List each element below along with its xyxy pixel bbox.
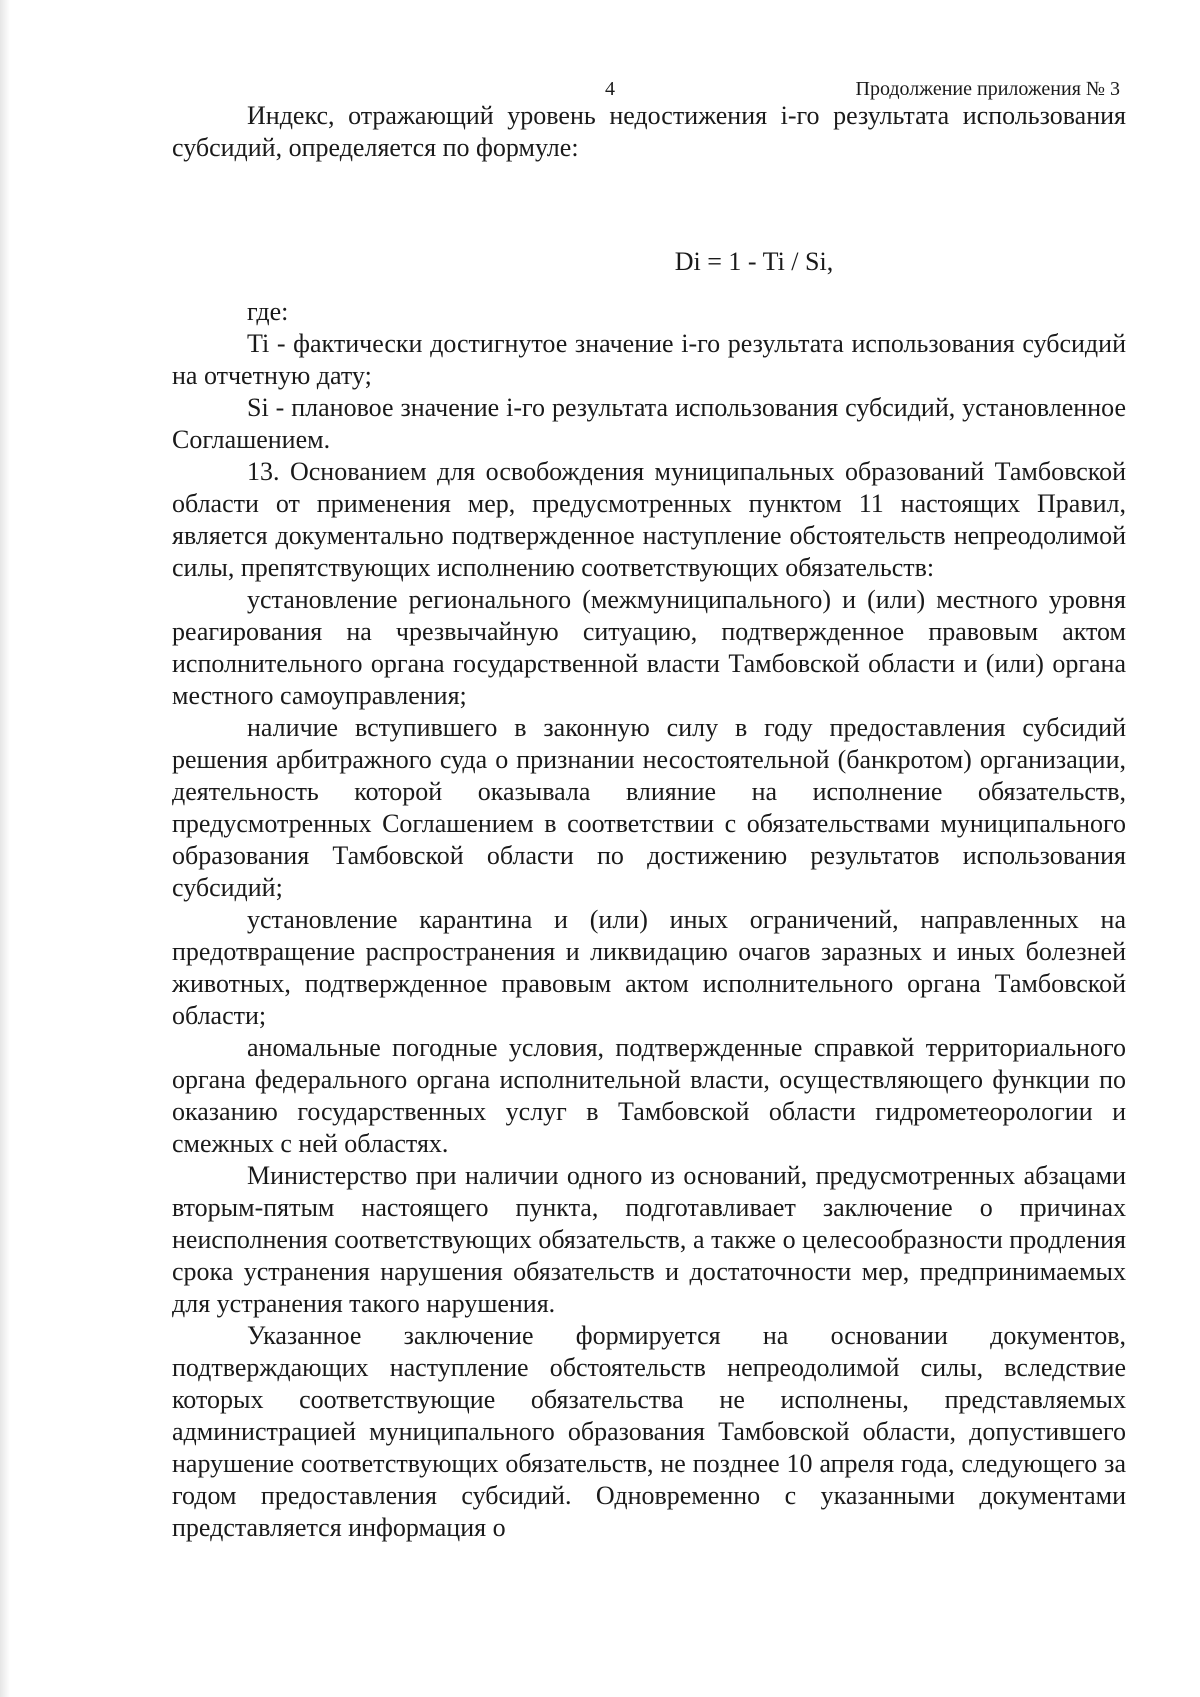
ministry-paragraph: Министерство при наличии одного из оснований, предусмотренных абзацами вторым-пятым настоящего пункта, подготавливает заключение о причинах неисполнения соответствующих обязательств, а также о целесообразности продления срока устранения нарушения обязательств и достаточности мер, предпринимаемых для устранения такого нарушения. <box>172 1161 1126 1318</box>
scan-edge-shadow <box>0 0 10 1697</box>
definition-ti: Ti - фактически достигнутое значение i-го результата использования субсидий на отчетную дату; <box>172 329 1126 390</box>
page-number: 4 <box>605 78 615 100</box>
definition-si: Si - плановое значение i-го результата использования субсидий, установленное Соглашением. <box>172 393 1126 454</box>
case-emergency: установление регионального (межмуниципального) и (или) местного уровня реагирования на чрезвычайную ситуацию, подтвержденное правовым актом исполнительного органа государственной власти Тамбовской области и (или) органа местного самоуправления; <box>172 585 1126 710</box>
appendix-header: Продолжение приложения № 3 <box>855 78 1120 100</box>
case-weather: аномальные погодные условия, подтвержденные справкой территориального органа федерального органа исполнительной власти, осуществляющего функции по оказанию государственных услуг в Тамбовской области гидрометеорологии и смежных с ней областях. <box>172 1033 1126 1158</box>
document-body <box>172 100 1126 1544</box>
where-label: где: <box>247 297 289 326</box>
case-quarantine: установление карантина и (или) иных ограничений, направленных на предотвращение распространения и ликвидацию очагов заразных и иных болезней животных, подтвержденное правовым актом исполнительного органа Тамбовской области; <box>172 905 1126 1030</box>
conclusion-paragraph: Указанное заключение формируется на основании документов, подтверждающих наступление обстоятельств непреодолимой силы, вследствие которых соответствующие обязательства не исполнены, представляемых администрацией муниципального образования Тамбовской области, допустившего нарушение соответствующих обязательств, не позднее 10 апреля года, следующего за годом предоставления субсидий. Одновременно с указанными документами представляется информация о <box>172 1321 1126 1542</box>
case-bankruptcy: наличие вступившего в законную силу в году предоставления субсидий решения арбитражного суда о признании несостоятельной (банкротом) организации, деятельность которой оказывала влияние на исполнение обязательств, предусмотренных Соглашением в соответствии с обязательствами муниципального образования Тамбовской области по достижению результатов использования субсидий; <box>172 713 1126 902</box>
formula: Di = 1 - Ti / Si, <box>674 247 834 276</box>
item-13-paragraph: 13. Основанием для освобождения муниципальных образований Тамбовской области от применения мер, предусмотренных пунктом 11 настоящих Правил, является документально подтвержденное наступление обстоятельств непреодолимой силы, препятствующих исполнению соответствующих обязательств: <box>172 457 1126 582</box>
intro-paragraph: Индекс, отражающий уровень недостижения i-го результата использования субсидий, определяется по формуле: <box>172 101 1126 162</box>
